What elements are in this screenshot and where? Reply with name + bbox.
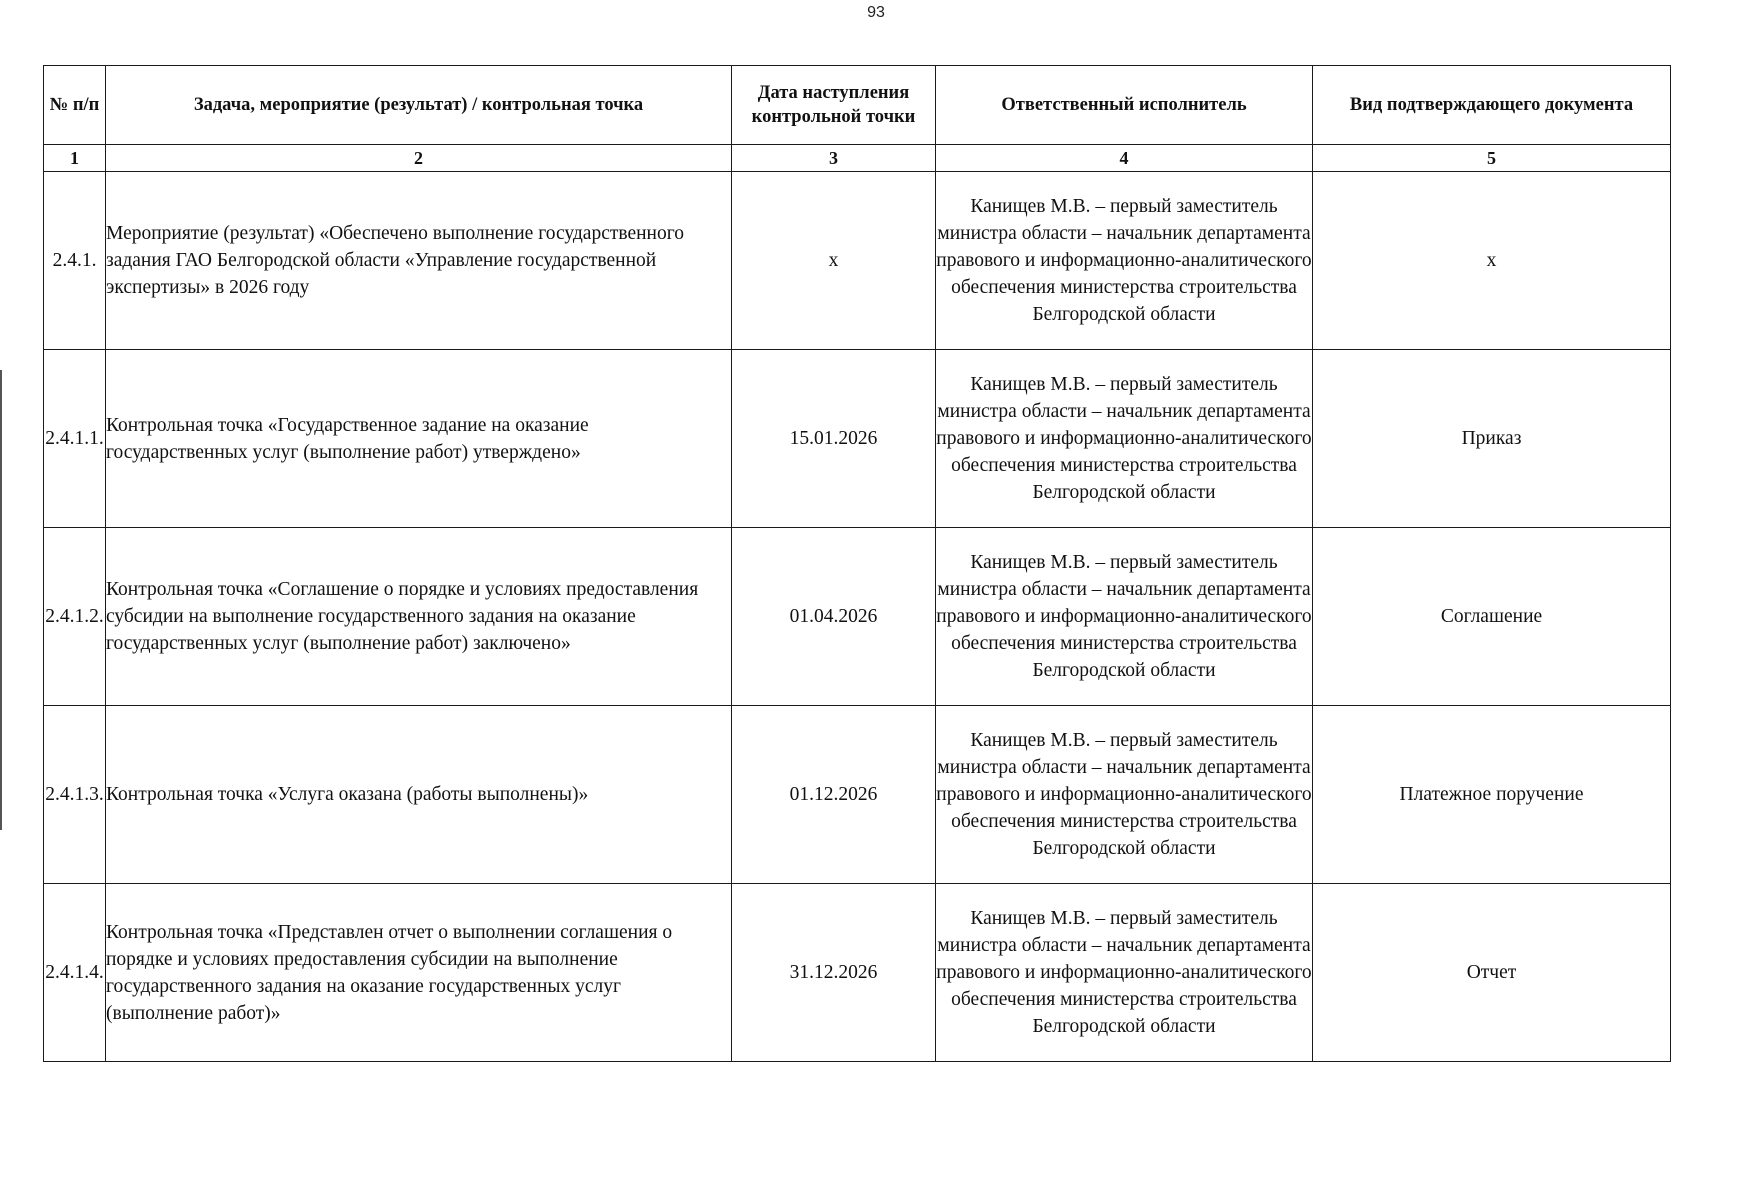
column-number: 4: [936, 145, 1313, 172]
column-number: 5: [1313, 145, 1671, 172]
row-doc-type: Приказ: [1313, 350, 1671, 528]
row-doc-type: x: [1313, 172, 1671, 350]
row-number: 2.4.1.4.: [44, 884, 106, 1062]
row-number: 2.4.1.3.: [44, 706, 106, 884]
row-task: Контрольная точка «Государственное задание на оказание государственных услуг (выполнение работ) утверждено»: [106, 350, 732, 528]
header-num: № п/п: [44, 66, 106, 145]
row-doc-type: Соглашение: [1313, 528, 1671, 706]
row-date: 15.01.2026: [732, 350, 936, 528]
row-doc-type: Платежное поручение: [1313, 706, 1671, 884]
header-date: Дата наступления контрольной точки: [732, 66, 936, 145]
table-row: [44, 884, 1671, 1062]
row-task: Контрольная точка «Соглашение о порядке и условиях предоставления субсидии на выполнение государственного задания на оказание государственных услуг (выполнение работ) заключено»: [106, 528, 732, 706]
row-task: Мероприятие (результат) «Обеспечено выполнение государственного задания ГАО Белгородской области «Управление государственной экспертизы» в 2026 году: [106, 172, 732, 350]
column-number: 3: [732, 145, 936, 172]
row-date: 01.12.2026: [732, 706, 936, 884]
row-date: x: [732, 172, 936, 350]
row-executor: Канищев М.В. – первый заместитель министра области – начальник департамента правового и информационно-аналитического обеспечения министерства строительства Белгородской области: [936, 706, 1313, 884]
header-task: Задача, мероприятие (результат) / контрольная точка: [106, 66, 732, 145]
header-executor: Ответственный исполнитель: [936, 66, 1313, 145]
table-row: [44, 350, 1671, 528]
page-number: 93: [867, 4, 885, 21]
row-number: 2.4.1.1.: [44, 350, 106, 528]
row-executor: Канищев М.В. – первый заместитель министра области – начальник департамента правового и информационно-аналитического обеспечения министерства строительства Белгородской области: [936, 528, 1313, 706]
scan-edge-mark: [0, 370, 2, 830]
header-doc-type: Вид подтверждающего документа: [1313, 66, 1671, 145]
row-doc-type: Отчет: [1313, 884, 1671, 1062]
table-row: [44, 528, 1671, 706]
column-number: 2: [106, 145, 732, 172]
column-number: 1: [44, 145, 106, 172]
control-points-table: [43, 65, 1671, 1062]
row-date: 01.04.2026: [732, 528, 936, 706]
row-task: Контрольная точка «Услуга оказана (работы выполнены)»: [106, 706, 732, 884]
row-number: 2.4.1.: [44, 172, 106, 350]
table-row: [44, 172, 1671, 350]
row-date: 31.12.2026: [732, 884, 936, 1062]
row-executor: Канищев М.В. – первый заместитель министра области – начальник департамента правового и информационно-аналитического обеспечения министерства строительства Белгородской области: [936, 350, 1313, 528]
row-executor: Канищев М.В. – первый заместитель министра области – начальник департамента правового и информационно-аналитического обеспечения министерства строительства Белгородской области: [936, 172, 1313, 350]
header-row: [44, 66, 1671, 145]
column-number-row: [44, 145, 1671, 172]
row-number: 2.4.1.2.: [44, 528, 106, 706]
row-task: Контрольная точка «Представлен отчет о выполнении соглашения о порядке и условиях предоставления субсидии на выполнение государственного задания на оказание государственных услуг (выполнение работ)»: [106, 884, 732, 1062]
table-row: [44, 706, 1671, 884]
row-executor: Канищев М.В. – первый заместитель министра области – начальник департамента правового и информационно-аналитического обеспечения министерства строительства Белгородской области: [936, 884, 1313, 1062]
